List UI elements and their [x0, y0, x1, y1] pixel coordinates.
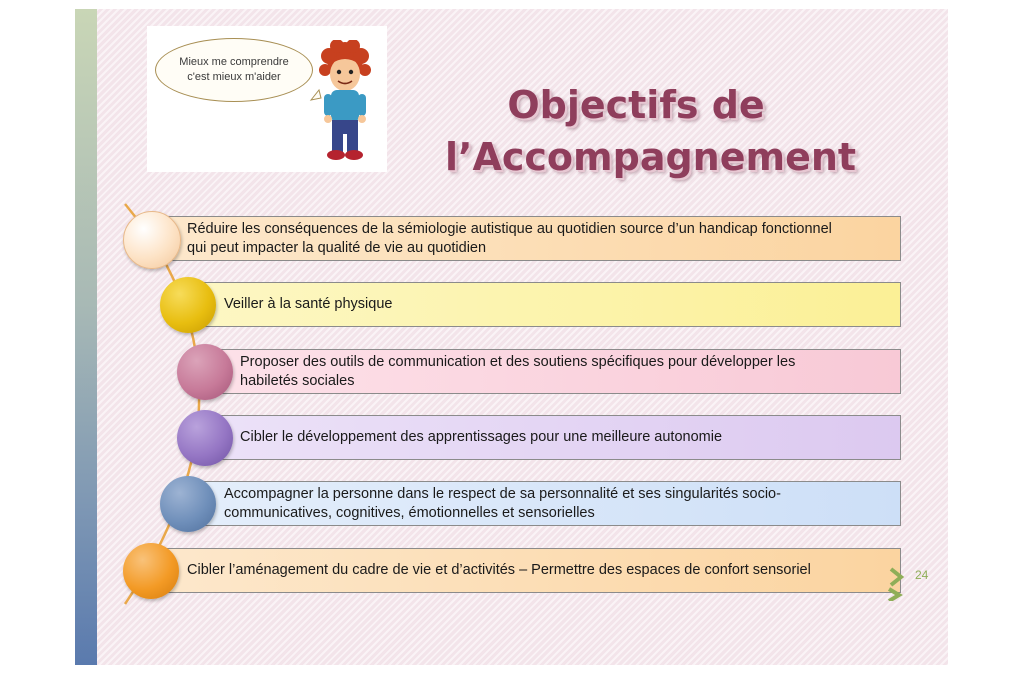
objective-circle-2 [160, 277, 216, 333]
objective-circle-6 [123, 543, 179, 599]
objective-5-line-1: Accompagner la personne dans le respect de sa personnalité et ses singularités socio- [224, 485, 781, 502]
slide [75, 9, 948, 665]
objective-3-line-2: habiletés sociales [240, 372, 355, 389]
objective-bar-4 [205, 415, 901, 460]
objective-5-line-2: communicatives, cognitives, émotionnelles et sensorielles [224, 504, 595, 521]
objective-1-line-1: Réduire les conséquences de la sémiologie autistique au quotidien source d’un handicap fonctionnel [187, 220, 832, 237]
objective-circle-1 [123, 211, 181, 269]
objective-bar-6 [151, 548, 901, 593]
title-line-2: l’Accompagnement [445, 135, 857, 179]
bubble-line-1: Mieux me comprendre [179, 56, 289, 68]
objective-circle-4 [177, 410, 233, 466]
objective-1-line-2: qui peut impacter la qualité de vie au quotidien [187, 239, 487, 256]
objective-3-line-1: Proposer des outils de communication et des soutiens spécifiques pour développer les [240, 353, 796, 370]
objective-circle-5 [160, 476, 216, 532]
objective-6-line-1: Cibler l’aménagement du cadre de vie et d’activités – Permettre des espaces de confort sensoriel [187, 562, 811, 578]
page-number: 24 [915, 568, 929, 582]
title-line-1: Objectifs de [507, 83, 765, 127]
objective-circle-3 [177, 344, 233, 400]
objective-bar-2 [188, 282, 901, 327]
slide-title [445, 79, 857, 183]
bubble-line-2: c'est mieux m'aider [187, 71, 281, 83]
objective-bar-3 [205, 349, 901, 394]
objective-bar-1 [151, 216, 901, 261]
objective-2-line-1: Veiller à la santé physique [224, 296, 393, 312]
objective-bar-5 [188, 481, 901, 526]
next-slide-chevron-icon [887, 565, 909, 601]
objective-4-line-1: Cibler le développement des apprentissages pour une meilleure autonomie [240, 429, 723, 445]
